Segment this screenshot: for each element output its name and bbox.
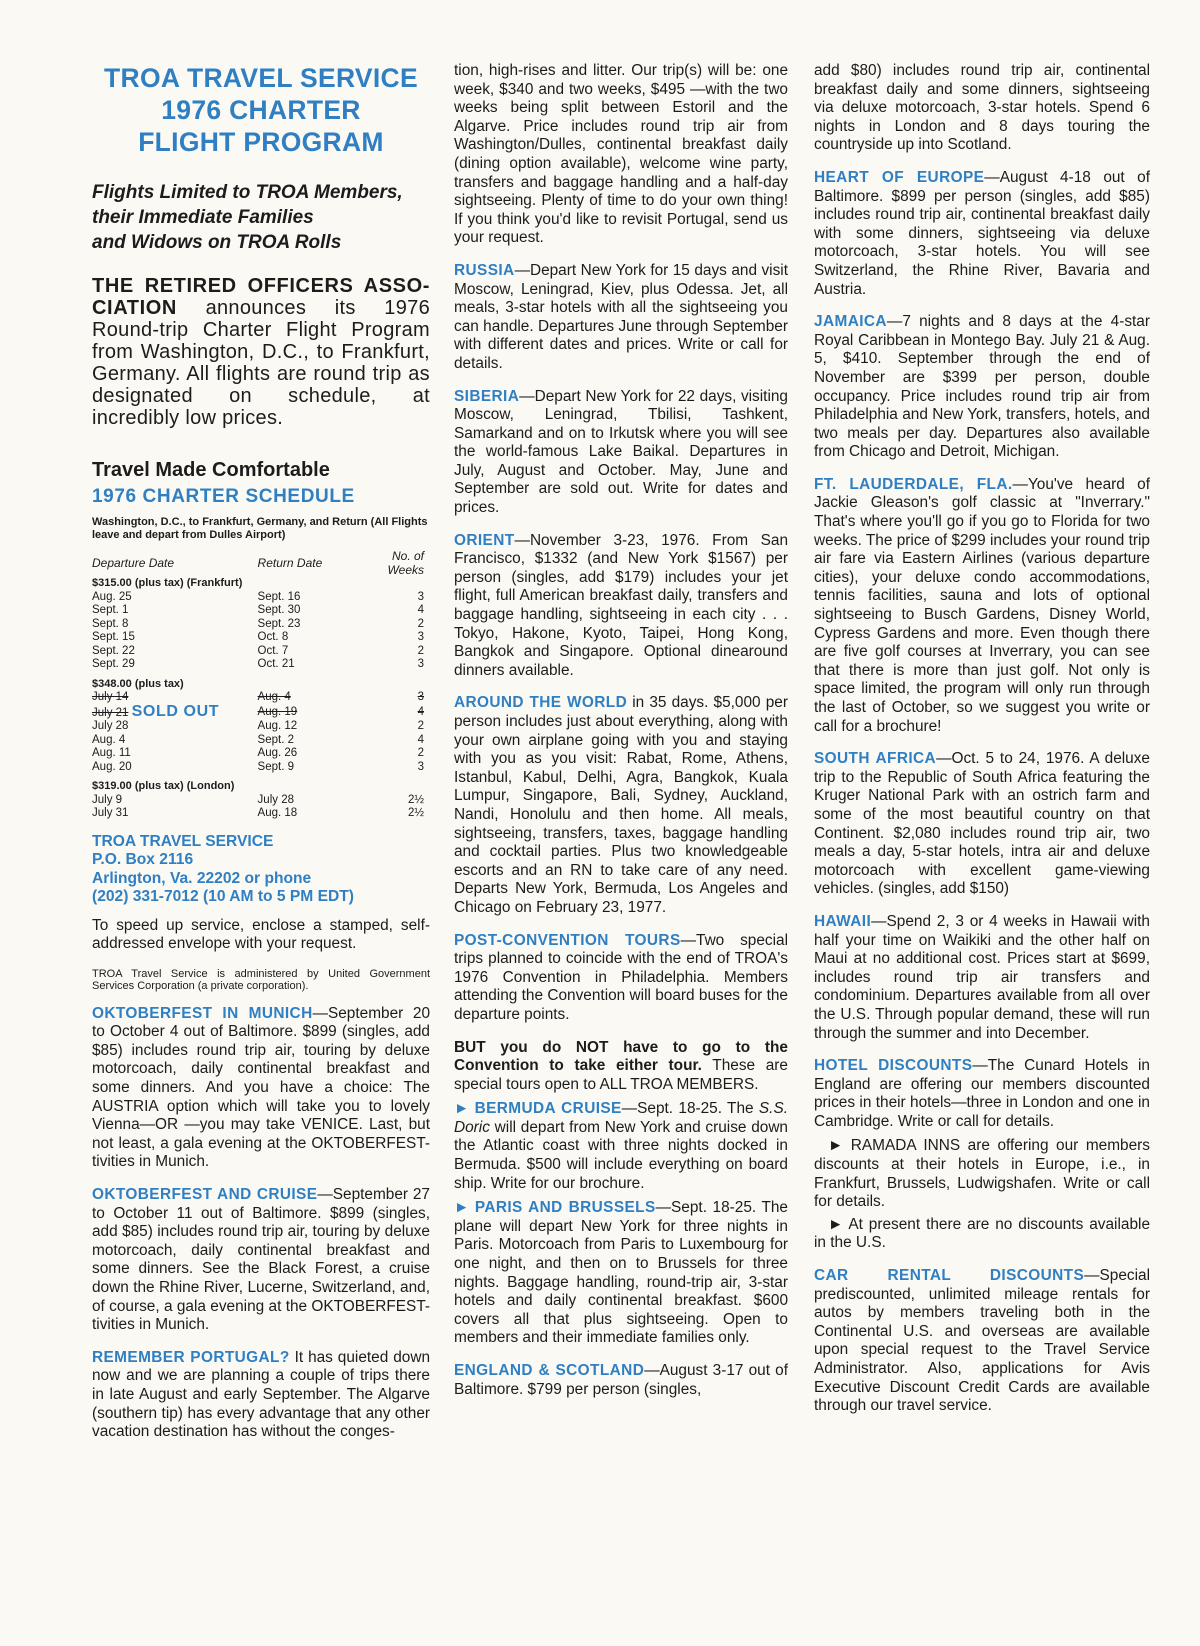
table-row: Sept. 8 Sept. 23 2 [92,617,424,630]
convention-note: BUT you do NOT have to go to the Convention to take either tour. These are special tours open to ALL TROA MEMBERS. [454,1038,788,1093]
column-2 [454,62,788,1413]
ramada-inns: ► RAMADA INNS are offering our members discounts at their hotels in Europe, i.e., in Frankfurt, Brussels, Ludwigshafen. Write or call for details. [814,1137,1150,1211]
table-row: Aug. 11 Aug. 26 2 [92,747,424,759]
south-africa: SOUTH AFRICA—Oct. 5 to 24, 1976. A deluxe trip to the Republic of South Africa featuring the Kruger National Park with an ostrich farm and some of the most beautiful country on that Continent. $2,080 includes round trip air, two meals a day, 5-star hotels, intra air and deluxe motorcoach with excellent game-viewing vehicles. (singles, add $150) [814,750,1150,898]
england-continued: add $80) includes round trip air, continental breakfast daily and some dinners, sightseeing via deluxe motorcoach, 3-star hotels. Spend 6 nights in London and 8 days touring the countryside up into Scotland. [814,62,1150,154]
jamaica: JAMAICA—7 nights and 8 days at the 4-star Royal Caribbean in Montego Bay. July 21 & Aug. 5, $410. September through the end of November are $399 per person, double occupancy. Price includes round trip air from Philadelphia and New York, transfers, hotels, and two meals per day. Departures also available from Chicago and Detroit, Michigan. [814,313,1150,461]
oktoberfest-cruise: OKTOBERFEST AND CRUISE—September 27 to October 11 out of Baltimore. $899 (singles, add $85) includes round trip air, touring by deluxe motorcoach, daily continental breakfast and some dinners. See the Black Forest, a cruise down the Rhine River, Lucerne, Switzerland, and, of course, a gala evening at the OKTOBERFEST-tivities in Munich. [92,1186,430,1334]
sold-out-row: July 21 SOLD OUT Aug. 19 4 [92,702,424,720]
table-row: Aug. 25 Sept. 16 3 [92,590,424,603]
speed-note: To speed up service, enclose a stamped, self-addressed envelope with your request. [92,916,430,953]
arrow-icon: ► [828,1137,844,1155]
travel-heading: Travel Made Comfortable [92,459,330,481]
column-1 [92,62,430,1456]
page-title: TROA TRAVEL SERVICE 1976 CHARTER FLIGHT PROGRAM [104,63,418,157]
heart-of-europe: HEART OF EUROPE—August 4-18 out of Baltimore. $899 per person (singles, add $85) includes round trip air, continental breakfast daily with some dinners, sightseeing via deluxe motorcoach, 3-star hotels. You will see Switzerland, the Rhine River, Bavaria and Austria. [814,168,1150,298]
price-row: $319.00 (plus tax) (London) [92,780,235,792]
price-row: $315.00 (plus tax) (Frankfurt) [92,577,243,589]
table-row: July 31 Aug. 18 2½ [92,807,424,819]
admin-note: TROA Travel Service is administered by United Government Services Corporation (a private corporation). [92,967,430,993]
table-row: July 28 Aug. 12 2 [92,720,424,732]
hotel-discounts: HOTEL DISCOUNTS—The Cunard Hotels in England are offering our members discounted prices in their hotels—three in London and one in Cambridge. Write or call for details. [814,1057,1150,1130]
lead-paragraph: THE RETIRED OFFICERS ASSO-CIATION announces its 1976 Round-trip Charter Flight Program from Washington, D.C., to Frankfurt, Germany. All flights are round trip as designated on schedule, at incredibly low prices. [92,275,430,429]
orient: ORIENT—November 3-23, 1976. From San Francisco, $1332 (and New York $1567) per person (singles, add $179) includes your jet flight, full American breakfast daily, transfers and baggage handling, sightseeing in each city . . . Tokyo, Hakone, Kyoto, Taipei, Hong Kong, Bangkok and Singapore. Optional dinearound dinners available. [454,531,788,679]
portugal-continued: tion, high-rises and litter. Our trip(s) will be: one week, $340 and two weeks, $495 —with the two weeks being split between Estoril and the Algarve. Price includes round trip air from Washington/Dulles, continental breakfast daily (dining option available), welcome wine party, transfers and baggage handling and a half-day sightseeing. Plenty of time to do your own thing! If you think you'd like to revisit Portugal, send us your request. [454,62,788,247]
subtitle: Flights Limited to TROA Members, their Immediate Families and Widows on TROA Rolls [92,182,403,253]
ft-lauderdale: FT. LAUDERDALE, FLA.—You've heard of Jackie Gleason's golf classic at "Inverrary." That's where you'll go if you go to Florida for two weeks. The price of $299 includes your round trip air fare via Eastern Airlines (various departure cities), your deluxe condo accommodations, tennis facilities, sauna and lots of optional sightseeing to Busch Gardens, Disney World, Cypress Gardens and more. Even though there are five golf courses at Inverrary, you can see that there is more than just golf. Not only is space limited, the program will only run through the last of October, so we suggest you write or call for a brochure! [814,475,1150,735]
table-row: Sept. 1 Sept. 30 4 [92,604,424,616]
hawaii: HAWAII—Spend 2, 3 or 4 weeks in Hawaii with half your time on Waikiki and the other half on Maui at no additional cost. Prices start at $699, includes round trip air transfers and condominium. Departures available from all over the U.S. Through popular demand, these will run through the summer and into December. [814,912,1150,1042]
table-row: Aug. 20 Sept. 9 3 [92,760,424,773]
schedule-heading: 1976 CHARTER SCHEDULE [92,486,355,507]
table-row: July 9 July 28 2½ [92,793,424,806]
table-row: Sept. 22 Oct. 7 2 [92,644,424,657]
arrow-icon: ► [454,1199,470,1217]
arrow-icon: ► [454,1100,470,1118]
oktoberfest-munich: OKTOBERFEST IN MUNICH—September 20 to October 4 out of Baltimore. $899 (singles, add $85) includes round trip air, touring by deluxe motorcoach, daily continental breakfast and some dinners. And you have a choice: The AUSTRIA option which will take you to lovely Vienna—OR —you may take VENICE. Last, but not least, a gala evening at the OKTOBERFEST-tivities in Munich. [92,1004,431,1171]
table-row: Aug. 4 Sept. 2 4 [92,733,424,746]
price-row: $348.00 (plus tax) [92,677,184,690]
charter-schedule-table [92,550,430,821]
route-description: Washington, D.C., to Frankfurt, Germany, and Return (All Flights leave and depart from Dulles Airport) [92,516,428,541]
russia: RUSSIA—Depart New York for 15 days and visit Moscow, Leningrad, Kiev, plus Odessa. Jet, all meals, 3-star hotels with all the sightseeing you can handle. Departures June through September with different dates and prices. Write or call for details. [454,261,788,372]
table-row: Sept. 29 Oct. 21 3 [92,658,424,670]
around-the-world: AROUND THE WORLD in 35 days. $5,000 per person includes just about everything, along with your own airplane going with you and staying with you as you visit: Rabat, Rome, Athens, Istanbul, Kabul, Delhi, Agra, Bangkok, Kuala Lumpur, Singapore, Bali, Sydney, Auckland, Nandi, Honolulu and then home. All meals, sightseeing, transfers, taxes, baggage handling and cocktail parties. Plus two knowledgeable escorts and an RN to take care of any need. Departs New York, Bermuda, Los Angeles and Chicago on February 23, 1977. [454,694,788,916]
sold-out-row: July 14 Aug. 4 3 [92,691,424,703]
car-rental-discounts: CAR RENTAL DISCOUNTS—Special prediscounted, unlimited mileage rentals for autos by members traveling both in the Continental U.S. and overseas are available upon special request to the Travel Service Administrator. Also, applications for Avis Executive Discount Credit Cards are available through our travel service. [814,1267,1150,1415]
table-header: Departure Date Return Date No. of Weeks [92,549,425,577]
sold-out-label: SOLD OUT [131,702,220,720]
table-row: Sept. 15 Oct. 8 3 [92,631,424,643]
paris-brussels: ► PARIS AND BRUSSELS—Sept. 18-25. The plane will depart New York for three nights in Paris. Motorcoach from Paris to Luxembourg for one night, and then on to Brussels for three nights. Baggage handling, round-trip air, 3-star hotels and daily continental breakfast. $600 covers all that plus sightseeing. Open to members and their immediate families only. [454,1199,788,1347]
bermuda-cruise: ► BERMUDA CRUISE—Sept. 18-25. The S.S. Doric will depart from New York and cruise down the Atlantic coast with three nights docked in Bermuda. $500 will include everything on board ship. Write for our brochure. [454,1100,788,1192]
contact-address: TROA TRAVEL SERVICE P.O. Box 2116 Arlington, Va. 22202 or phone (202) 331-7012 (10 AM to 5 PM EDT) [92,832,355,905]
siberia: SIBERIA—Depart New York for 22 days, visiting Moscow, Leningrad, Tbilisi, Tashkent, Samarkand and on to Irkutsk where you will see the world-famous Lake Baikal. Departures in July, August and October. May, June and September are sold out. Write for dates and prices. [454,387,788,517]
column-3 [814,62,1150,1430]
post-convention-tours: POST-CONVENTION TOURS—Two special trips planned to coincide with the end of TROA's 1976 Convention in Philadelphia. Members attending the Convention will board buses for the departure points. [454,931,788,1023]
no-us-discounts: ► At present there are no discounts available in the U.S. [814,1215,1150,1252]
arrow-icon: ► [828,1215,844,1233]
england-scotland: ENGLAND & SCOTLAND—August 3-17 out of Baltimore. $799 per person (singles, [454,1362,789,1398]
remember-portugal: REMEMBER PORTUGAL? It has quieted down now and we are planning a couple of trips there in late August and early September. The Algarve (southern tip) has every advantage that any other vacation destination has without the conges- [92,1348,431,1441]
